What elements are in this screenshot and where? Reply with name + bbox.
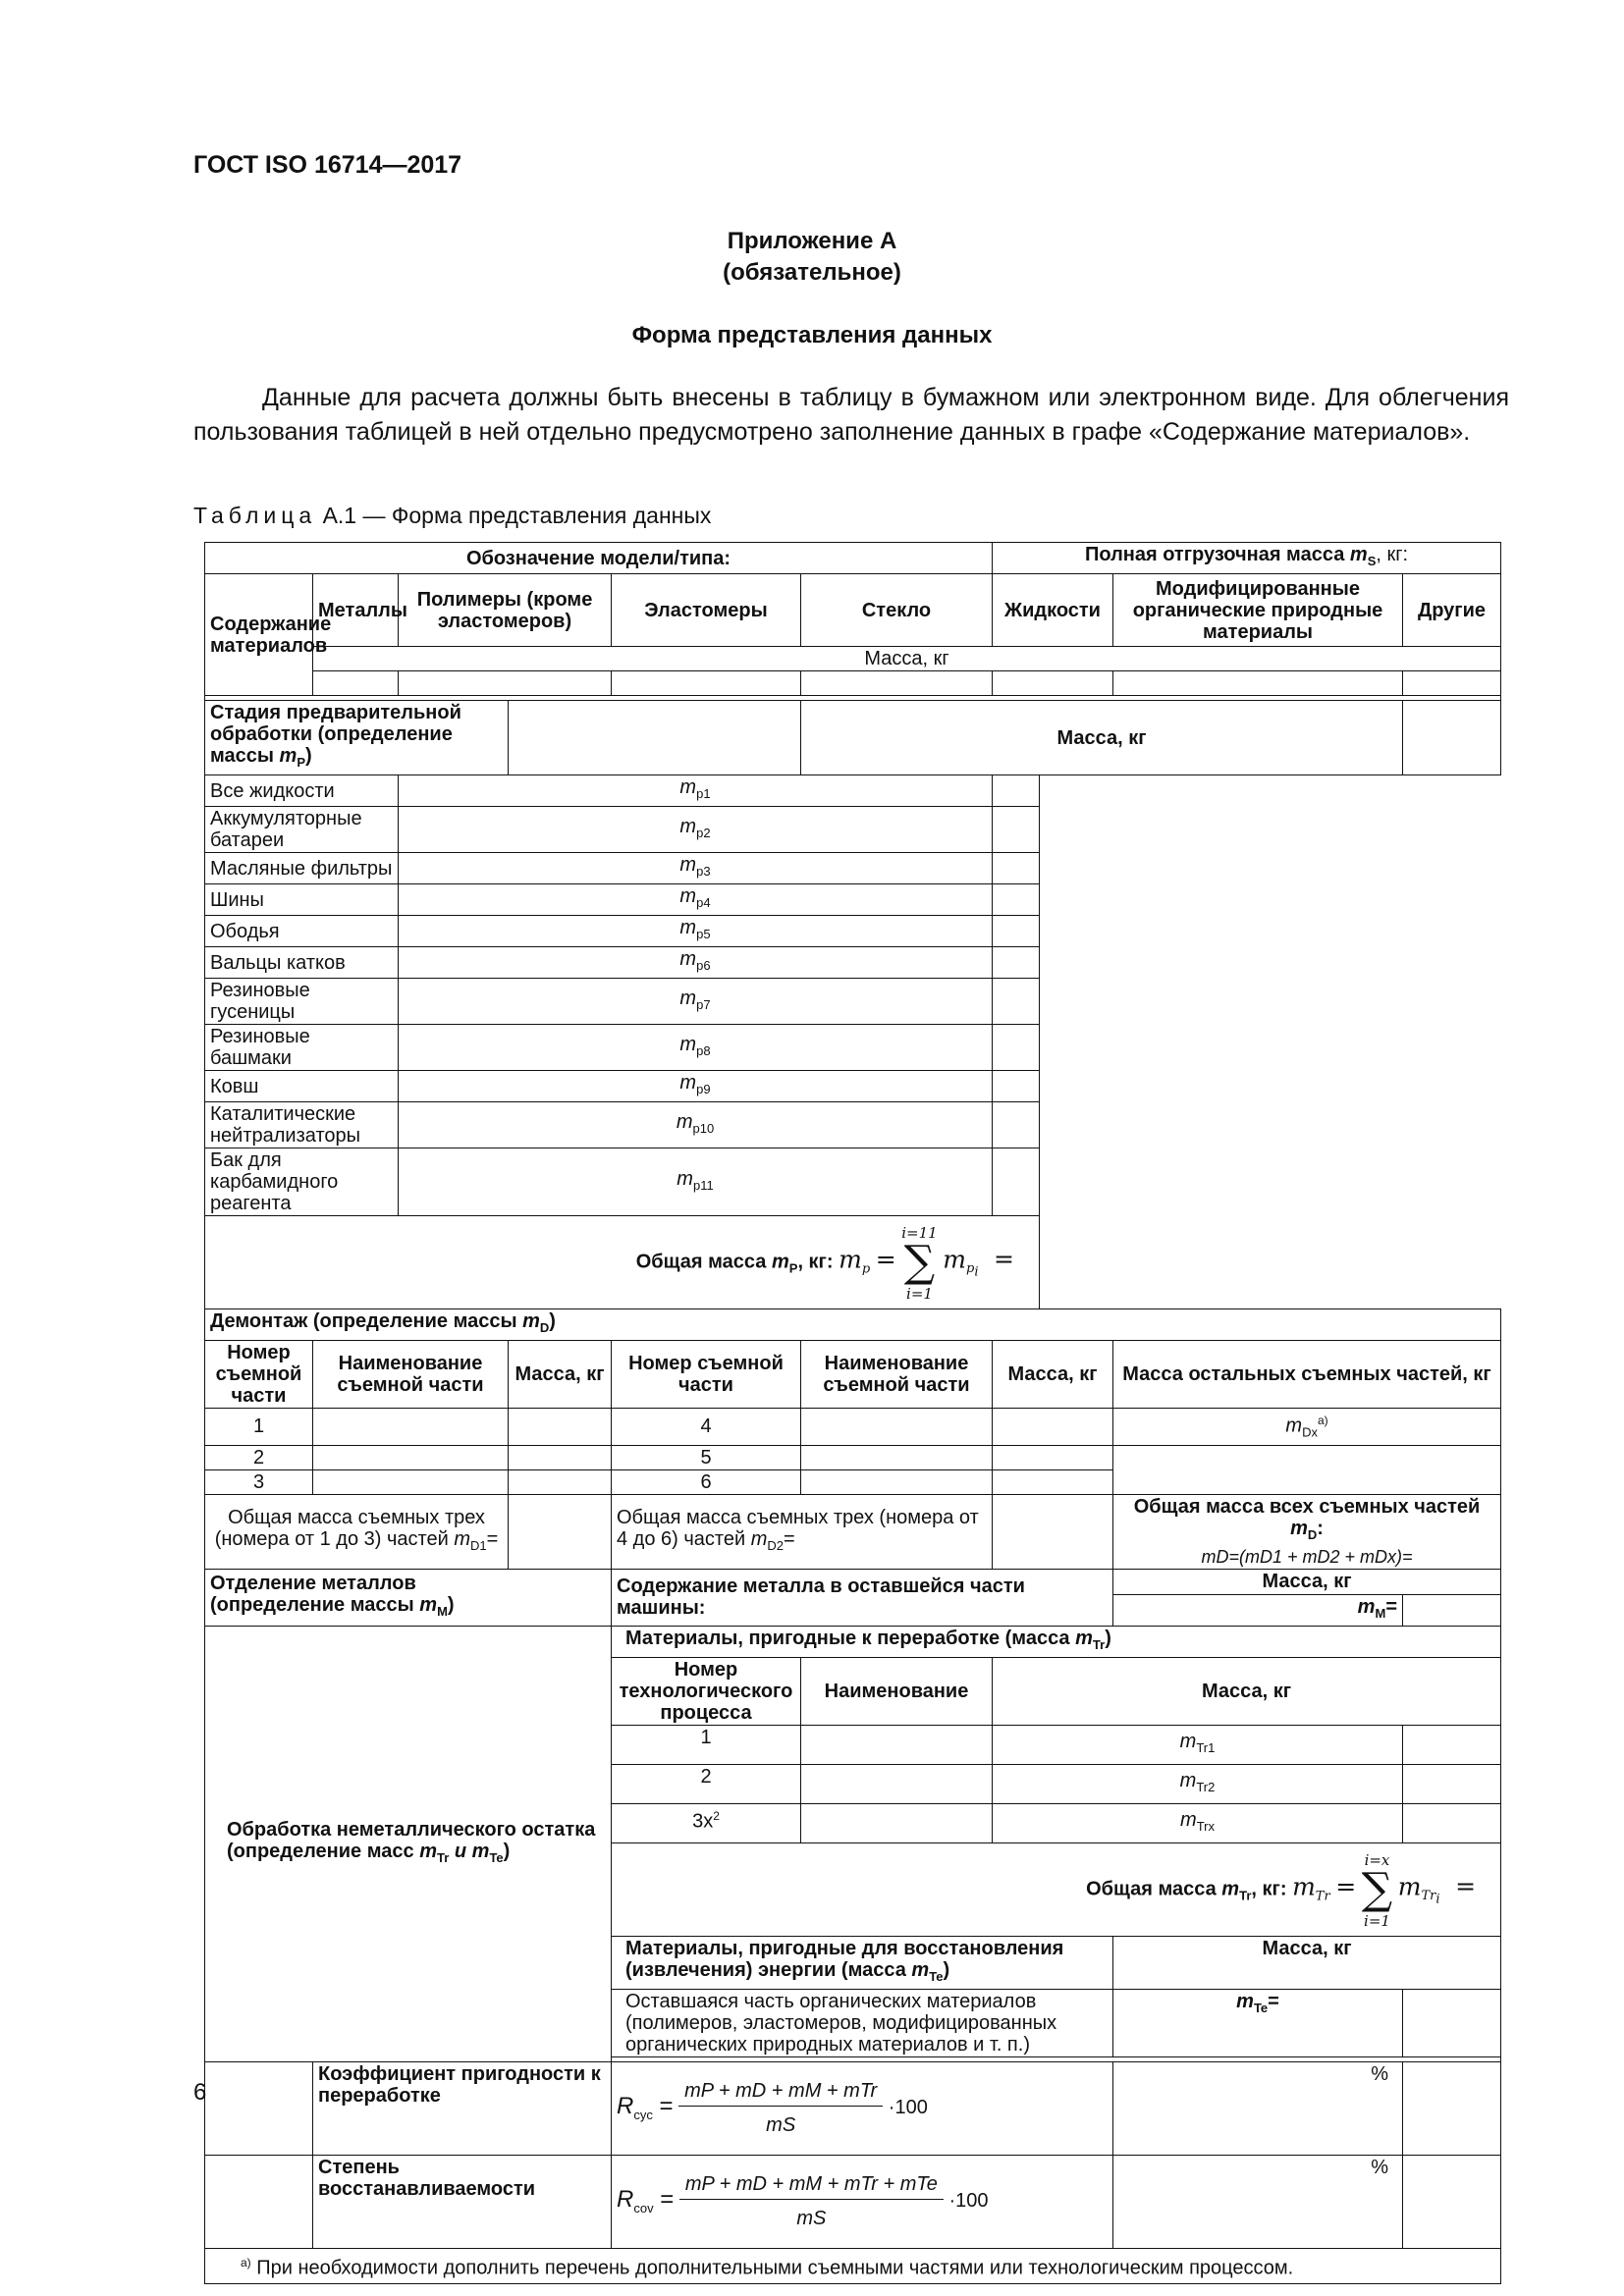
dis-name-cell[interactable] — [801, 1445, 993, 1469]
pre-item-name: Резиновые башмаки — [205, 1025, 399, 1071]
pre-item-name: Резиновые гусеницы — [205, 979, 399, 1025]
appendix-heading: Форма представления данных — [631, 322, 993, 348]
pre-total-row: Общая масса $m_P$, кг: $m_p = i=11$ ∑ i=1 $m_{p_i}$ = — [205, 1216, 1040, 1309]
liquids-mass-cell[interactable] — [993, 671, 1113, 696]
pre-item-name: Ковш — [205, 1071, 399, 1102]
recyc-mass-symbol: $m_{Trx}$ — [993, 1803, 1403, 1842]
recyc-num-cell: 1 — [612, 1725, 801, 1764]
dis-other-value: $m_{Dx}^{a)}$ — [1113, 1409, 1501, 1446]
material-polymers: Полимеры (кроме эластомеров) — [399, 574, 612, 647]
dis-name-cell[interactable] — [801, 1409, 993, 1446]
rcyc-blank — [205, 2061, 313, 2155]
mass-kg-label: Масса, кг — [313, 647, 1501, 671]
material-elastomers: Эластомеры — [612, 574, 801, 647]
pre-item-row — [205, 1071, 1501, 1102]
dis-mass-cell[interactable] — [993, 1409, 1113, 1446]
pre-item-row — [205, 1148, 1501, 1216]
dis-header-name-1: Наименование съемной части — [313, 1341, 509, 1409]
pre-item-row — [205, 979, 1501, 1025]
dis-all-total: Общая масса всех съемных частей $m_D$: mD=(mD1 + mD2 + mDx)= — [1113, 1494, 1501, 1569]
pre-item-mass-symbol: $m_{p4}$ — [399, 884, 993, 916]
pre-item-mass-input[interactable] — [993, 979, 1040, 1025]
tr-total-row: Общая масса $m_{Tr}$, кг: $m_{Tr} = i=x$ ∑ i=1 $m_{Tr_i}$ = — [612, 1842, 1501, 1936]
pre-item-row — [205, 775, 1501, 807]
energy-mass-symbol: $m_{Te}=$ — [1113, 1989, 1403, 2056]
dis-other-input[interactable] — [1113, 1445, 1501, 1494]
pre-item-mass-symbol: $m_{p11}$ — [399, 1148, 993, 1216]
model-type-label: Обозначение модели/типа: — [205, 543, 993, 574]
metal-mass-header: Масса, кг — [1113, 1569, 1501, 1594]
dis-mass-cell[interactable] — [509, 1409, 612, 1446]
pre-mass-header: Масса, кг — [801, 701, 1403, 775]
energy-title: Материалы, пригодные для восстановления (извлечения) энергии (масса $m_{Te}$) — [612, 1936, 1113, 1989]
document-header: ГОСТ ISO 16714—2017 — [193, 151, 462, 179]
pre-item-row — [205, 807, 1501, 853]
pre-item-mass-symbol: $m_{p2}$ — [399, 807, 993, 853]
tr-sum-operator: i=x ∑ i=1 — [1361, 1850, 1393, 1930]
energy-mass-input[interactable] — [1403, 1989, 1501, 2056]
recyc-mass-symbol: $m_{Tr1}$ — [993, 1725, 1403, 1764]
pre-item-row — [205, 916, 1501, 947]
natural-organic-mass-cell[interactable] — [1113, 671, 1403, 696]
pre-item-mass-input[interactable] — [993, 916, 1040, 947]
material-metals: Металлы — [313, 574, 399, 647]
pre-sum-operator: i=11 ∑ i=1 — [901, 1224, 938, 1303]
metal-mass-value: $m_M=$ — [1113, 1594, 1403, 1626]
pre-item-mass-symbol: $m_{p9}$ — [399, 1071, 993, 1102]
appendix-title: Приложение А — [727, 228, 897, 254]
page-number: 6 — [193, 2079, 207, 2106]
pre-item-name: Вальцы катков — [205, 947, 399, 979]
pre-item-mass-input[interactable] — [993, 853, 1040, 884]
rcyc-fraction: $\frac{\text{mP + mD + mM + mTr}}{mS}$ — [678, 2080, 883, 2136]
pre-item-mass-symbol: $m_{p3}$ — [399, 853, 993, 884]
recyc-header-num: Номер технологического процесса — [612, 1657, 801, 1725]
dis-num-cell: 6 — [612, 1469, 801, 1494]
dis-num-cell: 1 — [205, 1409, 313, 1446]
pre-item-row — [205, 1102, 1501, 1148]
pre-item-row — [205, 947, 1501, 979]
appendix-status: (обязательное) — [723, 259, 901, 286]
pre-treatment-label: Стадия предварительной обработки (определение массы $m_P$) — [205, 701, 509, 775]
pre-item-row — [205, 884, 1501, 916]
dis-name-cell[interactable] — [313, 1445, 509, 1469]
rcyc-label: Коэффициент пригодности к переработке — [313, 2061, 612, 2155]
dis-header-other: Масса остальных съемных частей, кг — [1113, 1341, 1501, 1409]
recyc-mass-symbol: $m_{Tr2}$ — [993, 1764, 1403, 1803]
metals-mass-cell[interactable] — [313, 671, 399, 696]
dis-total-2-value[interactable] — [993, 1494, 1113, 1569]
pre-item-row — [205, 853, 1501, 884]
pre-item-name: Каталитические нейтрализаторы — [205, 1102, 399, 1148]
rcov-blank — [205, 2155, 313, 2248]
pre-item-mass-symbol: $m_{p7}$ — [399, 979, 993, 1025]
recyc-name-cell[interactable] — [801, 1803, 993, 1842]
energy-text: Оставшаяся часть органических материалов (полимеров, эластомеров, модифицированных органических природных материалов и т. п.) — [612, 1989, 1113, 2056]
pre-item-name: Шины — [205, 884, 399, 916]
footnote: $^{a)}$ При необходимости дополнить перечень дополнительными съемными частями или технологическим процессом. — [205, 2248, 1501, 2283]
recyc-num-cell: 2 — [612, 1764, 801, 1803]
rcyc-unit: % — [1113, 2061, 1403, 2155]
pre-item-mass-symbol: $m_{p5}$ — [399, 916, 993, 947]
dis-header-mass-2: Масса, кг — [993, 1341, 1113, 1409]
disassembly-label: Демонтаж (определение массы $m_D$) — [205, 1309, 1501, 1341]
dis-name-cell[interactable] — [801, 1469, 993, 1494]
pre-item-mass-input[interactable] — [993, 1148, 1040, 1216]
rcov-fraction: $\frac{\text{mP + mD + mM + mTr + mTe}}{mS}$ — [679, 2173, 944, 2229]
recyc-name-cell[interactable] — [801, 1764, 993, 1803]
rcov-unit: % — [1113, 2155, 1403, 2248]
dis-mass-cell[interactable] — [509, 1445, 612, 1469]
material-natural-organic: Модифицированные органические природные материалы — [1113, 574, 1403, 647]
glass-mass-cell[interactable] — [801, 671, 993, 696]
pre-item-mass-symbol: $m_{p1}$ — [399, 775, 993, 807]
pre-item-mass-input[interactable] — [993, 1025, 1040, 1071]
dis-mass-cell[interactable] — [509, 1469, 612, 1494]
recyc-num-cell: $3x^2$ — [612, 1803, 801, 1842]
recyc-mass-input[interactable] — [1403, 1764, 1501, 1803]
dis-num-cell: 2 — [205, 1445, 313, 1469]
pre-item-name: Все жидкости — [205, 775, 399, 807]
data-form-table — [204, 542, 1501, 2284]
dis-total-2: Общая масса съемных трех (номера от 4 до 6) частей $m_{D2}=$ — [612, 1494, 993, 1569]
elastomers-mass-cell[interactable] — [612, 671, 801, 696]
dis-header-mass-1: Масса, кг — [509, 1341, 612, 1409]
other-mass-cell[interactable] — [1403, 671, 1501, 696]
caption-text: А.1 — Форма представления данных — [322, 503, 712, 528]
rcov-formula: $R_{cov}$ = $\frac{\text{mP + mD + mM + mTr + mTe}}{mS}$ ·100 — [612, 2155, 1113, 2248]
metals-separation-label: Отделение металлов (определение массы $m_M$) — [205, 1569, 612, 1626]
dis-mass-cell[interactable] — [993, 1445, 1113, 1469]
pre-item-mass-input[interactable] — [993, 807, 1040, 853]
rcov-label: Степень восстанавливаемости — [313, 2155, 612, 2248]
rcov-value-input[interactable] — [1403, 2155, 1501, 2248]
caption-prefix: Таблица — [193, 503, 317, 528]
pre-header-blank — [509, 701, 801, 775]
dis-header-name-2: Наименование съемной части — [801, 1341, 993, 1409]
metal-content-label: Содержание металла в оставшейся части машины: — [612, 1569, 1113, 1626]
rcyc-formula: $R_{cyc}$ = $\frac{\text{mP + mD + mM + mTr}}{mS}$ ·100 — [612, 2061, 1113, 2155]
nonmetal-label: Обработка неметаллического остатка (определение масс $m_{Tr}$ и $m_{Te}$) — [205, 1626, 612, 2061]
recyc-header-name: Наименование — [801, 1657, 993, 1725]
dis-num-cell: 3 — [205, 1469, 313, 1494]
intro-paragraph: Данные для расчета должны быть внесены в таблицу в бумажном или электронном виде. Для облегчения пользования таблицей в ней отдельно предусмотрено заполнение данных в графе «Содержание материалов». — [193, 384, 1509, 446]
pre-item-mass-symbol: $m_{p6}$ — [399, 947, 993, 979]
pre-item-mass-input[interactable] — [993, 775, 1040, 807]
dis-name-cell[interactable] — [313, 1469, 509, 1494]
recyc-header-mass: Масса, кг — [993, 1657, 1501, 1725]
material-liquids: Жидкости — [993, 574, 1113, 647]
metal-mass-input[interactable] — [1403, 1594, 1501, 1626]
pre-item-mass-input[interactable] — [993, 1102, 1040, 1148]
recyc-name-cell[interactable] — [801, 1725, 993, 1764]
pre-item-name: Масляные фильтры — [205, 853, 399, 884]
pre-item-name: Аккумуляторные батареи — [205, 807, 399, 853]
dis-total-1-value[interactable] — [509, 1494, 612, 1569]
dis-num-cell: 5 — [612, 1445, 801, 1469]
pre-item-mass-symbol: $m_{p10}$ — [399, 1102, 993, 1148]
pre-item-name: Ободья — [205, 916, 399, 947]
dis-header-num-1: Номер съемной части — [205, 1341, 313, 1409]
recyclable-title: Материалы, пригодные к переработке (масса $m_{Tr}$) — [612, 1626, 1501, 1657]
material-other: Другие — [1403, 574, 1501, 647]
content-label: Содержание материалов — [205, 574, 313, 696]
pre-item-name: Бак для карбамидного реагента — [205, 1148, 399, 1216]
dis-name-cell[interactable] — [313, 1409, 509, 1446]
dis-mass-cell[interactable] — [993, 1469, 1113, 1494]
dis-num-cell: 4 — [612, 1409, 801, 1446]
rcyc-value-input[interactable] — [1403, 2061, 1501, 2155]
pre-header-extra — [1403, 701, 1501, 775]
total-shipping-mass-label: Полная отгрузочная масса $m_S$, кг: — [993, 543, 1501, 574]
pre-item-mass-symbol: $m_{p8}$ — [399, 1025, 993, 1071]
pre-item-mass-input[interactable] — [993, 884, 1040, 916]
pre-item-mass-input[interactable] — [993, 1071, 1040, 1102]
table-caption — [193, 503, 711, 529]
dis-header-num-2: Номер съемной части — [612, 1341, 801, 1409]
recyc-mass-input[interactable] — [1403, 1803, 1501, 1842]
material-glass: Стекло — [801, 574, 993, 647]
polymers-mass-cell[interactable] — [399, 671, 612, 696]
recyc-mass-input[interactable] — [1403, 1725, 1501, 1764]
energy-mass-header: Масса, кг — [1113, 1936, 1501, 1989]
pre-item-mass-input[interactable] — [993, 947, 1040, 979]
pre-item-row — [205, 1025, 1501, 1071]
dis-total-1: Общая масса съемных трех (номера от 1 до 3) частей $m_{D1}=$ — [205, 1494, 509, 1569]
